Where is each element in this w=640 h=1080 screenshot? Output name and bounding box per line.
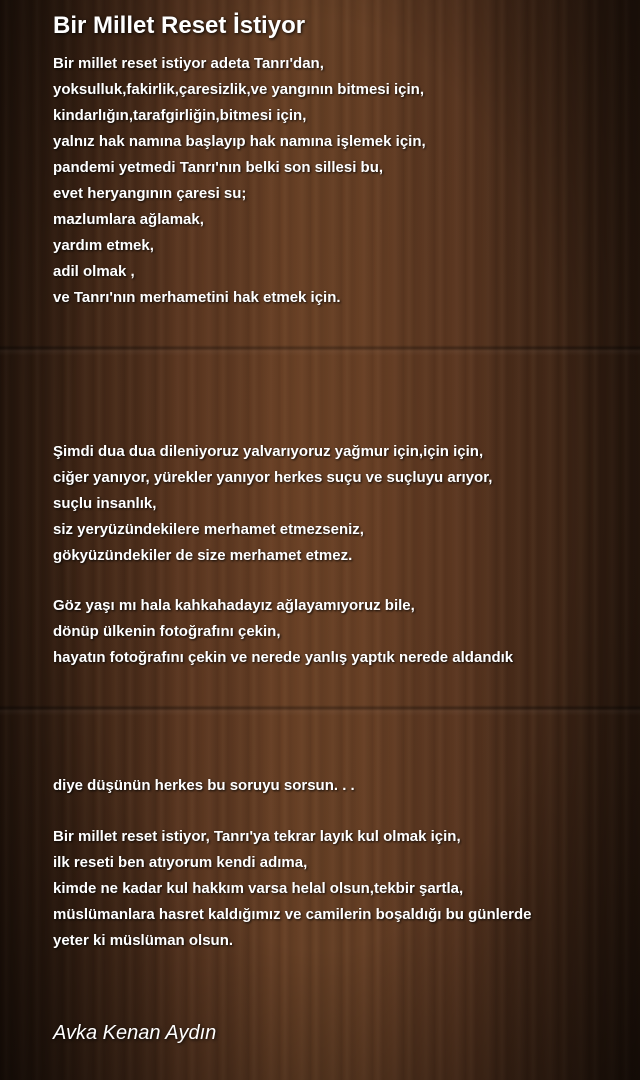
poem-line: kindarlığın,tarafgirliğin,bitmesi için, (53, 107, 307, 124)
stanza-5 (53, 824, 531, 954)
stanza-3 (53, 593, 513, 671)
poem-line: mazlumlara ağlamak, (53, 211, 204, 228)
poem-line: hayatın fotoğrafını çekin ve nerede yanlış yaptık nerede aldandık (53, 649, 514, 666)
poem-line: suçlu insanlık, (53, 495, 157, 512)
stanza-1 (53, 51, 426, 311)
poem-line: pandemi yetmedi Tanrı'nın belki son sillesi bu, (53, 159, 384, 176)
poem-line: kimde ne kadar kul hakkım varsa helal olsun,tekbir şartla, (53, 880, 464, 897)
poem-line: evet heryangının çaresi su; (53, 185, 247, 202)
poem-title: Bir Millet Reset İstiyor (53, 12, 306, 39)
poem-line: Göz yaşı mı hala kahkahadayız ağlayamıyoruz bile, (53, 597, 415, 614)
poem-line: Bir millet reset istiyor, Tanrı'ya tekrar layık kul olmak için, (53, 828, 461, 845)
poem-line: yardım etmek, (53, 237, 154, 254)
poem-line: yeter ki müslüman olsun. (53, 932, 234, 949)
poem-line: dönüp ülkenin fotoğrafını çekin, (53, 623, 281, 640)
author-name: Avka Kenan Aydın (53, 1022, 217, 1044)
poem-line: adil olmak , (53, 263, 135, 280)
poem-line: ciğer yanıyor, yürekler yanıyor herkes suçu ve suçluyu arıyor, (53, 469, 493, 486)
poem-line: yalnız hak namına başlayıp hak namına işlemek için, (53, 133, 426, 150)
poem-line: ve Tanrı'nın merhametini hak etmek için. (53, 289, 341, 306)
poem-line: Şimdi dua dua dileniyoruz yalvarıyoruz yağmur için,için için, (53, 443, 484, 460)
poem-line: ilk reseti ben atıyorum kendi adıma, (53, 854, 308, 871)
stanza-2 (53, 439, 492, 569)
poem-line: Bir millet reset istiyor adeta Tanrı'dan, (53, 55, 324, 72)
poem-line: müslümanlara hasret kaldığımız ve camilerin boşaldığı bu günlerde (53, 906, 532, 923)
poem-line: siz yeryüzündekilere merhamet etmezseniz, (53, 521, 364, 538)
poem-line: diye düşünün herkes bu soruyu sorsun. . . (53, 777, 355, 794)
stanza-4 (53, 773, 355, 799)
poem-line: gökyüzündekiler de size merhamet etmez. (53, 547, 353, 564)
poem-line: yoksulluk,fakirlik,çaresizlik,ve yangının bitmesi için, (53, 81, 424, 98)
